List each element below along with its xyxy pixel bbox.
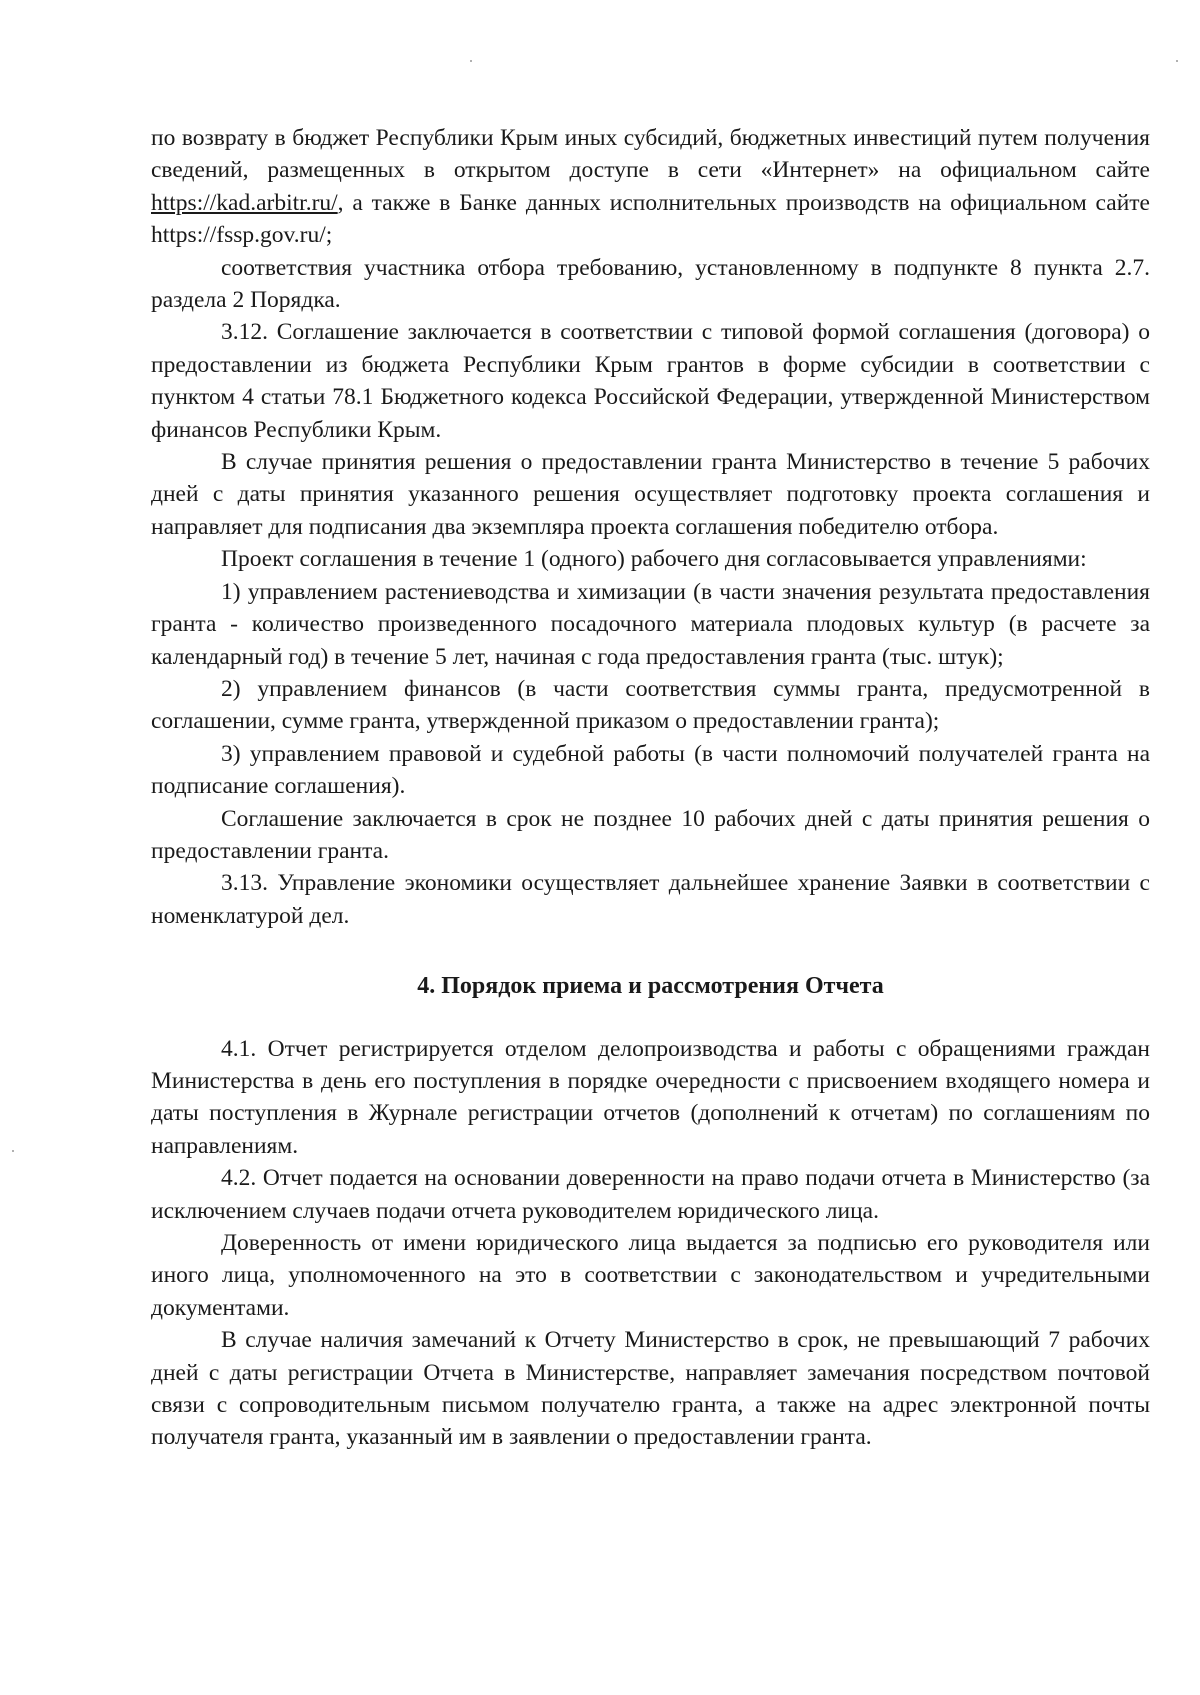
paragraph-p10: 3.13. Управление экономики осуществляет дальнейшее хранение Заявки в соответствии с номенклатурой дел. xyxy=(151,870,1150,929)
paragraph-p7: 2) управлением финансов (в части соответствия суммы гранта, предусмотренной в соглашении, сумме гранта, утвержденной приказом о предоставлении гранта); xyxy=(151,675,1150,735)
paragraph-p13: Доверенность от имени юридического лица выдается за подписью его руководителя или иного лица, уполномоченного на это в соответствии с законодательством и учредительными документами. xyxy=(151,1230,1150,1321)
paragraph-p8: 3) управлением правовой и судебной работы (в части полномочий получателей гранта на подписание соглашения). xyxy=(151,740,1150,800)
scan-speck xyxy=(1176,60,1178,62)
paragraph-p5: Проект соглашения в течение 1 (одного) рабочего дня согласовывается управлениями: xyxy=(221,546,1087,573)
kad-arbitr-link[interactable]: https://kad.arbitr.ru/ xyxy=(151,189,338,216)
paragraph-text: по возврату в бюджет Республики Крым иных субсидий, бюджетных инвестиций путем получения сведений, размещенных в открытом доступе в сети «Интернет» на официальном сайте xyxy=(151,125,1150,184)
scan-speck xyxy=(470,60,472,62)
paragraph-p14: В случае наличия замечаний к Отчету Министерство в срок, не превышающий 7 рабочих дней с даты регистрации Отчета в Министерстве, направляет замечания посредством почтовой связи с сопроводительным письмом получателю гранта, а также на адрес электронной почты получателя гранта, указанный им в заявлении о предоставлении гранта. xyxy=(151,1327,1150,1451)
paragraph-p9: Соглашение заключается в срок не позднее 10 рабочих дней с даты принятия решения о предоставлении гранта. xyxy=(151,805,1150,864)
document-body xyxy=(151,122,1150,1454)
section-heading: 4. Порядок приема и рассмотрения Отчета xyxy=(417,973,884,1000)
paragraph-p6: 1) управлением растениеводства и химизации (в части значения результата предоставления гранта - количество произведенного посадочного материала плодовых культур (в расчете за календарный год) в течение 5 лет, начиная с года предоставления гранта (тыс. штук); xyxy=(151,578,1150,670)
paragraph-p2: соответствия участника отбора требованию, установленному в подпункте 8 пункта 2.7. раздела 2 Порядка. xyxy=(151,254,1150,314)
scan-speck xyxy=(12,1150,14,1152)
paragraph-p11: 4.1. Отчет регистрируется отделом делопроизводства и работы с обращениями граждан Министерства в день его поступления в порядке очередности с присвоением входящего номера и даты поступления в Журнале регистрации отчетов (дополнений к отчетам) по соглашениям по направлениям. xyxy=(151,1035,1150,1159)
paragraph-p1 xyxy=(151,122,1150,252)
paragraph-p4: В случае принятия решения о предоставлении гранта Министерство в течение 5 рабочих дней с даты принятия указанного решения осуществляет подготовку проекта соглашения и направляет для подписания два экземпляра проекта соглашения победителю отбора. xyxy=(151,449,1150,540)
paragraph-text: , а также в Банке данных исполнительных производств на официальном сайте https://fssp.gov.ru/; xyxy=(151,189,1150,249)
paragraph-p3: 3.12. Соглашение заключается в соответствии с типовой формой соглашения (договора) о предоставлении из бюджета Республики Крым грантов в форме субсидии в соответствии с пунктом 4 статьи 78.1 Бюджетного кодекса Российской Федерации, утвержденной Министерством финансов Республики Крым. xyxy=(151,319,1150,443)
paragraph-p12: 4.2. Отчет подается на основании доверенности на право подачи отчета в Министерство (за исключением случаев подачи отчета руководителем юридического лица. xyxy=(151,1165,1150,1224)
